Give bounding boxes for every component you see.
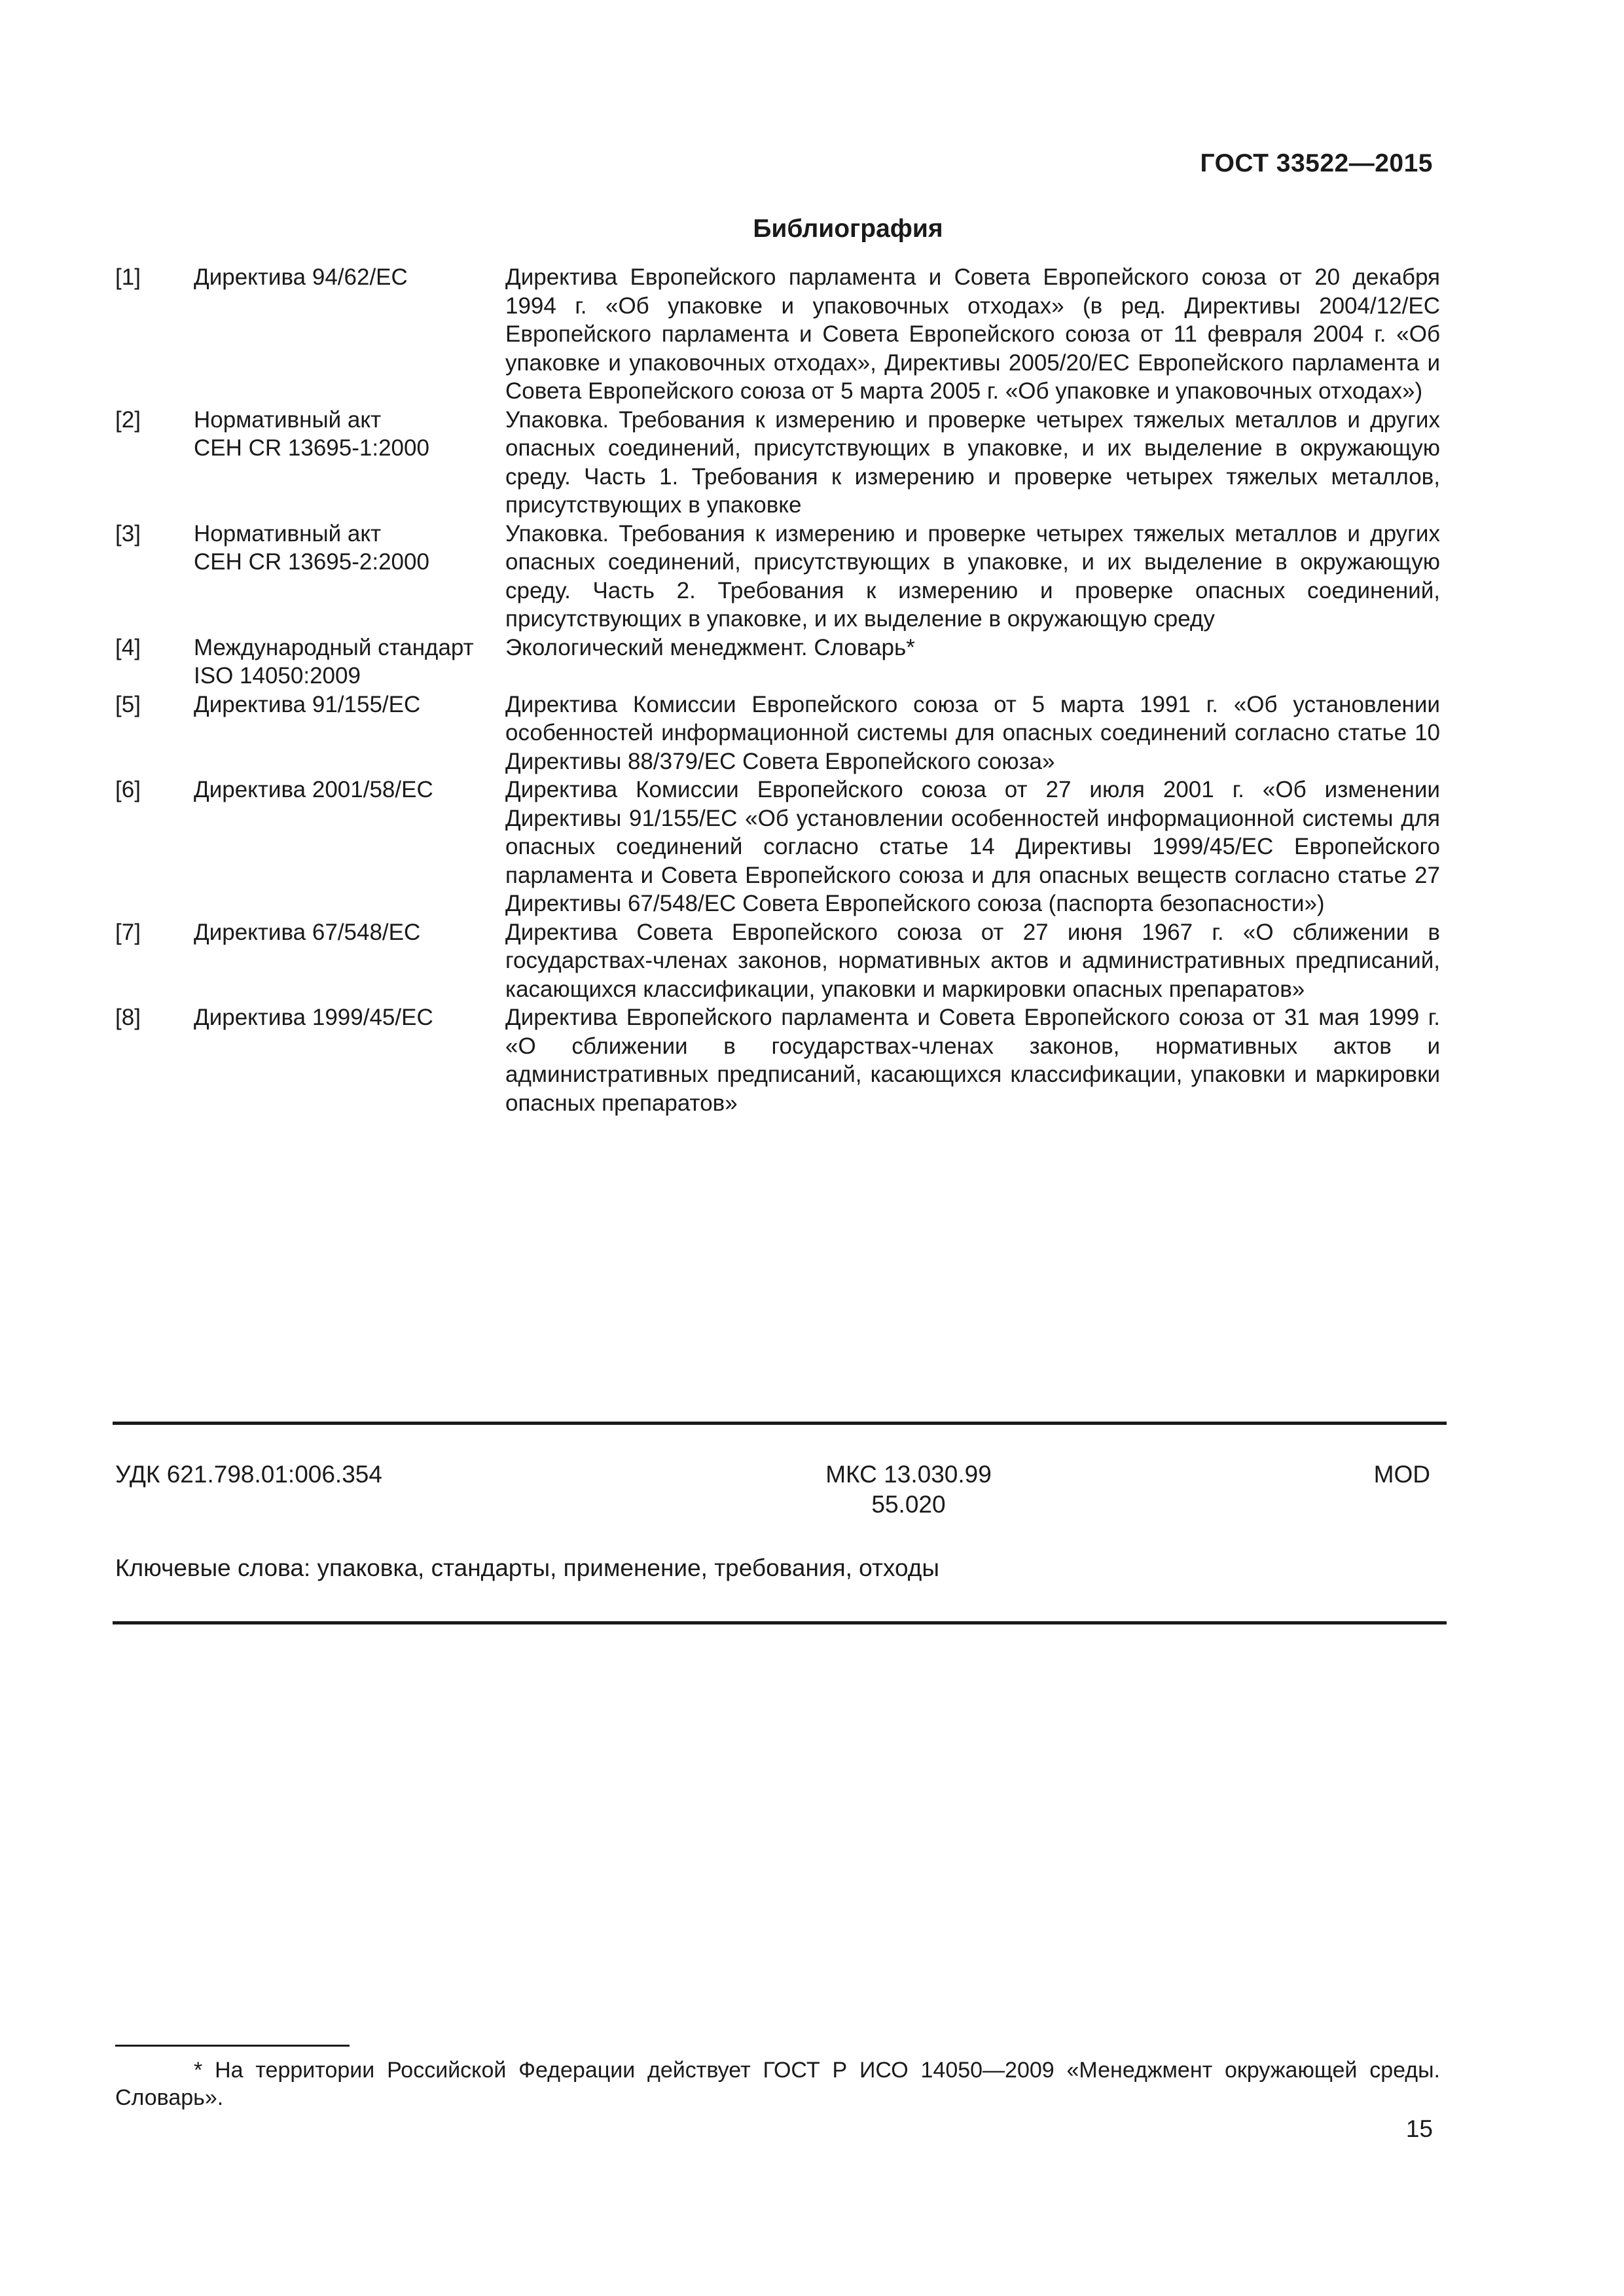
divider-top bbox=[113, 1422, 1447, 1425]
bibliography-list bbox=[115, 263, 1440, 1117]
entry-description: Упаковка. Требования к измерению и проверке четырех тяжелых металлов и других опасных соединений, присутствующих в упаковке, и их выделение в окружающую среду. Часть 1. Требования к измерению и проверке четырех тяжелых металлов, присутствующих в упаковке bbox=[505, 406, 1440, 518]
mks-code bbox=[814, 1460, 1003, 1520]
mod-marker: MOD bbox=[1373, 1461, 1430, 1488]
entry-number: [3] bbox=[115, 520, 141, 547]
entry-number: [2] bbox=[115, 406, 141, 433]
entry-number: [8] bbox=[115, 1005, 141, 1030]
mks-line-2: 55.020 bbox=[871, 1491, 946, 1518]
bibliography-entry bbox=[115, 1003, 1440, 1117]
entry-number: [4] bbox=[115, 634, 141, 660]
entry-description: Директива Европейского парламента и Совета Европейского союза от 31 мая 1999 г. «О сближении в государствах-членах законов, нормативных актов и административных предписаний, касающихся классификации, упаковки и маркировки опасных препаратов» bbox=[505, 1005, 1440, 1116]
entry-reference: Директива 1999/45/ЕС bbox=[194, 1005, 433, 1030]
bibliography-entry bbox=[115, 520, 1440, 634]
entry-reference: Нормативный акт СЕН CR 13695-2:2000 bbox=[194, 520, 429, 575]
bibliography-entry bbox=[115, 406, 1440, 520]
entry-description: Упаковка. Требования к измерению и проверке четырех тяжелых металлов и других опасных соединений, присутствующих в упаковке, и их выделение в окружающую среду. Часть 2. Требования к измерению и проверке опасных соединений, присутствующих в упаковке, и их выделение в окружающую среду bbox=[505, 520, 1440, 632]
bibliography-entry bbox=[115, 776, 1440, 918]
page-number: 15 bbox=[1405, 2115, 1433, 2142]
bibliography-entry bbox=[115, 634, 1440, 691]
entry-number: [6] bbox=[115, 777, 141, 802]
divider-bottom bbox=[113, 1621, 1447, 1624]
entry-number: [7] bbox=[115, 919, 141, 945]
bibliography-entry bbox=[115, 691, 1440, 776]
bibliography-title: Библиография bbox=[753, 215, 943, 243]
entry-description: Директива Европейского парламента и Совета Европейского союза от 20 декабря 1994 г. «Об упаковке и упаковочных отходах» (в ред. Директивы 2004/12/ЕС Европейского парламента и Совета Европейского союза от 11 февраля 2004 г. «Об упаковке и упаковочных отходах», Директивы 2005/20/ЕС Европейского парламента и Совета Европейского союза от 5 марта 2005 г. «Об упаковке и упаковочных отходах») bbox=[505, 264, 1440, 404]
bibliography-entry bbox=[115, 918, 1440, 1004]
entry-reference: Нормативный акт СЕН CR 13695-1:2000 bbox=[194, 406, 429, 461]
entry-number: [1] bbox=[115, 264, 141, 290]
entry-number: [5] bbox=[115, 691, 141, 717]
bibliography-entry bbox=[115, 263, 1440, 406]
footnote: * На территории Российской Федерации действует ГОСТ Р ИСО 14050—2009 «Менеджмент окружающей среды. Словарь». bbox=[115, 2058, 1440, 2110]
document-code: ГОСТ 33522—2015 bbox=[1200, 149, 1433, 177]
entry-reference: Директива 91/155/ЕС bbox=[194, 691, 421, 717]
mks-line-1: МКС 13.030.99 bbox=[825, 1461, 992, 1488]
entry-description: Директива Совета Европейского союза от 27 июня 1967 г. «О сближении в государствах-членах законов, нормативных актов и административных предписаний, касающихся классификации, упаковки и маркировки опасных препаратов» bbox=[505, 919, 1440, 1002]
entry-reference: Директива 2001/58/ЕС bbox=[194, 777, 433, 802]
entry-reference: Директива 67/548/ЕС bbox=[194, 919, 421, 945]
entry-reference: Директива 94/62/ЕС bbox=[194, 264, 408, 290]
entry-description: Экологический менеджмент. Словарь* bbox=[505, 634, 915, 660]
keywords: Ключевые слова: упаковка, стандарты, применение, требования, отходы bbox=[115, 1554, 939, 1581]
entry-reference: Международный стандарт ISO 14050:2009 bbox=[194, 634, 474, 689]
udk-code: УДК 621.798.01:006.354 bbox=[115, 1461, 382, 1488]
footnote-divider bbox=[115, 2045, 350, 2047]
entry-description: Директива Комиссии Европейского союза от 5 марта 1991 г. «Об установлении особенностей информационной системы для опасных соединений согласно статье 10 Директивы 88/379/ЕС Совета Европейского союза» bbox=[505, 691, 1440, 774]
entry-description: Директива Комиссии Европейского союза от 27 июля 2001 г. «Об изменении Директивы 91/155/ЕС «Об установлении особенностей информационной системы для опасных соединений согласно статье 14 Директивы 1999/45/ЕС Европейского парламента и Совета Европейского союза и для опасных веществ согласно статье 27 Директивы 67/548/ЕС Совета Европейского союза (паспорта безопасности») bbox=[505, 777, 1440, 916]
